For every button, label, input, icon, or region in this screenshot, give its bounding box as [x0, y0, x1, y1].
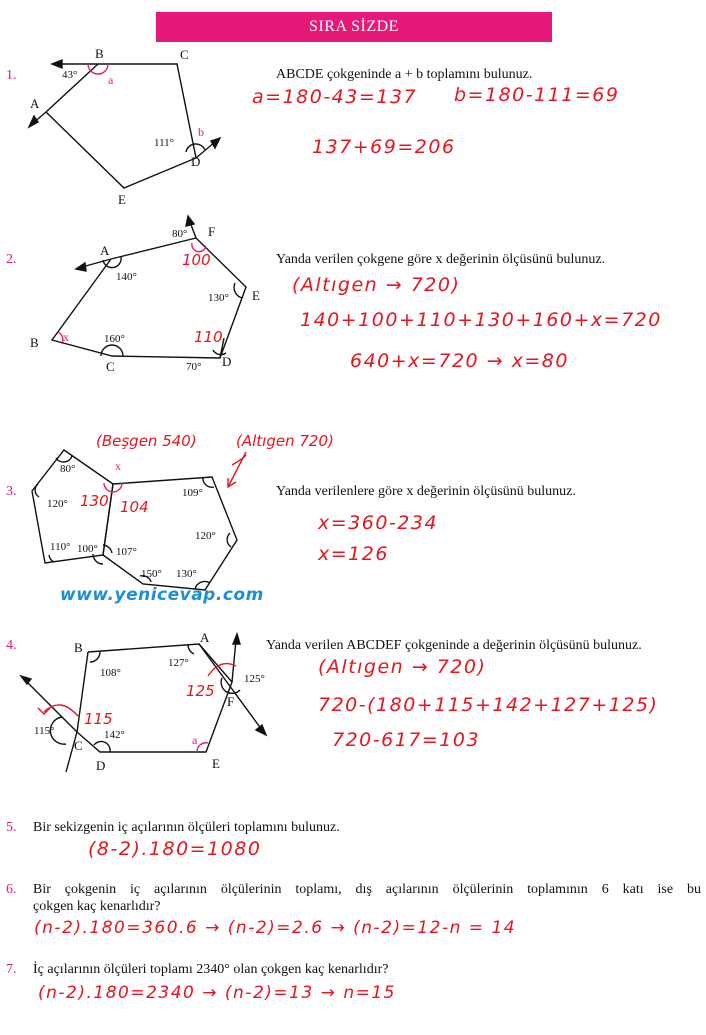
q1-handwriting-3: 137+69=206 [312, 136, 456, 158]
q1-label-d: D [191, 154, 201, 169]
watermark: www.yenicevap.com [60, 585, 264, 605]
q3-angle-100: 100° [77, 543, 98, 555]
q5-number: 5. [6, 820, 17, 835]
q4-label-a: A [200, 630, 210, 645]
q3-angle-120b: 120° [195, 530, 216, 542]
q3-handwriting-2: x=126 [318, 543, 389, 565]
q2-label-e: E [252, 288, 260, 303]
q2-note-110: 110 [194, 328, 223, 346]
section-title: SIRA SİZDE [156, 12, 552, 42]
q6-handwriting-1: (n-2).180=360.6 → (n-2)=2.6 → (n-2)=12-n = 14 [34, 918, 517, 938]
q7-text: İç açılarının ölçüleri toplamı 2340° olan çokgen kaç kenarlıdır? [33, 962, 389, 977]
q2-label-c: C [106, 359, 115, 374]
q2-label-b: B [30, 335, 39, 350]
q2-note-100: 100 [182, 251, 211, 269]
q1-number: 1. [6, 68, 17, 83]
q3-note-104: 104 [120, 498, 149, 516]
q3-angle-110: 110° [50, 541, 71, 553]
q5-handwriting-1: (8-2).180=1080 [88, 838, 262, 860]
q4-note-125: 125 [186, 682, 215, 700]
q2-label-d: D [222, 354, 232, 369]
q2-text: Yanda verilen çokgene göre x değerinin ölçüsünü bulunuz. [276, 252, 606, 267]
q3-note-130: 130 [80, 492, 109, 510]
q1-handwriting-1: a=180-43=137 [252, 86, 418, 108]
q2-label-x: x [63, 330, 69, 344]
q4-label-c: C [74, 738, 83, 753]
q2-angle-160: 160° [104, 333, 125, 345]
q2-handwriting-3: 640+x=720 → x=80 [350, 350, 569, 372]
q2-angle-70: 70° [186, 361, 202, 373]
q1-handwriting-2: b=180-111=69 [454, 84, 620, 106]
q3-angle-150: 150° [141, 568, 162, 580]
q5-text: Bir sekizgenin iç açılarının ölçüleri toplamını bulunuz. [33, 820, 340, 835]
q3-angle-107: 107° [116, 546, 137, 558]
q4-text: Yanda verilen ABCDEF çokgeninde a değerinin ölçüsünü bulunuz. [266, 638, 642, 653]
q2-label-f: F [208, 224, 216, 239]
q7-handwriting-1: (n-2).180=2340 → (n-2)=13 → n=15 [38, 983, 396, 1003]
q4-angle-127: 127° [168, 657, 189, 669]
q3-note-hexagon: (Altıgen 720) [236, 432, 334, 450]
q4-handwriting-3: 720-617=103 [332, 729, 481, 751]
q2-number: 2. [6, 252, 17, 267]
q4-handwriting-1: (Altıgen → 720) [318, 656, 487, 678]
q3-angle-80: 80° [60, 463, 76, 475]
q3-note-pentagon: (Beşgen 540) [96, 432, 197, 450]
q1-label-b-angle: b [198, 125, 204, 139]
q1-label-a-angle: a [108, 73, 114, 87]
q1-label-b: B [95, 46, 104, 61]
q1-angle-111: 111° [154, 137, 175, 149]
q3-text: Yanda verilenlere göre x değerinin ölçüsünü bulunuz. [276, 484, 576, 499]
q4-label-a-angle: a [192, 733, 198, 747]
q1-label-a: A [30, 96, 40, 111]
q4-label-f: F [227, 694, 235, 709]
q2-handwriting-1: (Altıgen → 720) [292, 274, 461, 296]
q4-angle-125: 125° [244, 673, 265, 685]
q6-text-line2: çokgen kaç kenarlıdır? [33, 899, 161, 914]
q1-text: ABCDE çokgeninde a + b toplamını bulunuz. [276, 67, 533, 82]
q6-text-line1: Bir çokgenin iç açılarının ölçülerinin toplamı, dış açılarının ölçülerinin toplamının 6 katı ise bu [33, 882, 701, 897]
q4-note-115: 115 [84, 710, 113, 728]
q4-number: 4. [6, 638, 17, 653]
q1-label-e: E [118, 192, 126, 207]
q3-angle-109: 109° [182, 487, 203, 499]
q7-number: 7. [6, 962, 17, 977]
q3-label-x: x [115, 459, 121, 473]
q4-angle-142: 142° [104, 729, 125, 741]
q4-angle-108: 108° [100, 667, 121, 679]
q4-label-e: E [212, 756, 220, 771]
q3-angle-130: 130° [176, 568, 197, 580]
q2-angle-130: 130° [208, 292, 229, 304]
q6-number: 6. [6, 882, 17, 897]
q3-handwriting-1: x=360-234 [318, 512, 439, 534]
q4-angle-115: 115° [34, 725, 55, 737]
q2-angle-80: 80° [172, 228, 188, 240]
q4-label-d: D [96, 758, 106, 773]
q2-label-a: A [100, 243, 110, 258]
q4-handwriting-2: 720-(180+115+142+127+125) [318, 694, 659, 716]
q3-angle-120a: 120° [47, 498, 68, 510]
q1-label-c: C [180, 47, 189, 62]
q1-angle-43: 43° [62, 69, 78, 81]
q3-number: 3. [6, 484, 17, 499]
q2-handwriting-2: 140+100+110+130+160+x=720 [300, 309, 662, 331]
q2-angle-140: 140° [116, 271, 137, 283]
q4-label-b: B [74, 640, 83, 655]
